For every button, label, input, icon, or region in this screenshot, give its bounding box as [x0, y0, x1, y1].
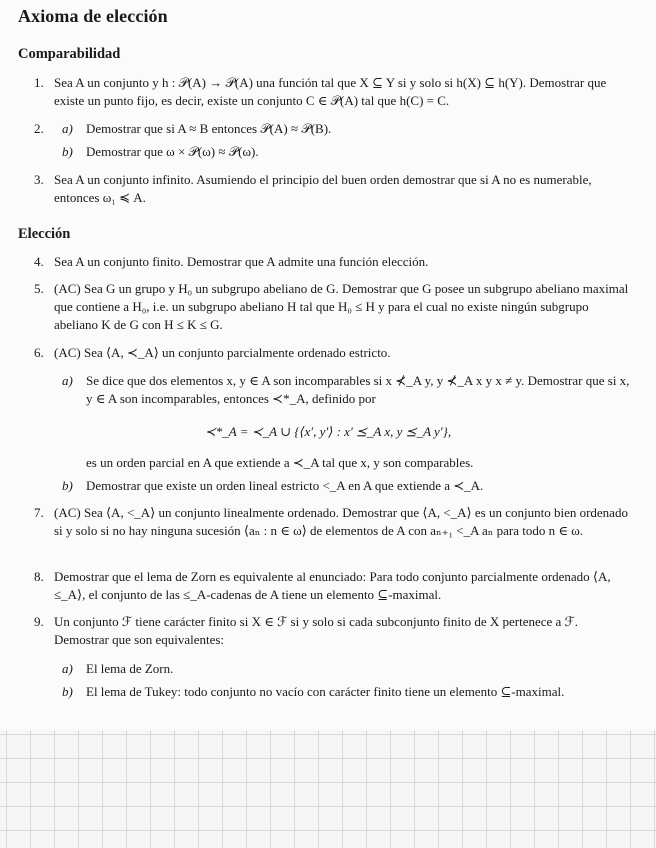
exercise-4	[34, 253, 634, 271]
exercise-2a	[62, 120, 634, 138]
exercise-text: Sea A un conjunto y h : 𝒫(A) → 𝒫(A) una función tal que X ⊆ Y si y solo si h(X) ⊆ h(Y). Demostrar que existe un punto fijo, es decir, existe un conjunto C ∈ 𝒫(A) tal que h(C) = C.	[54, 75, 607, 108]
sub-text: El lema de Zorn.	[86, 661, 174, 676]
sub-label: b)	[62, 478, 73, 493]
exercise-number: 5.	[34, 281, 44, 296]
exercise-5	[34, 280, 634, 334]
exercise-6b	[62, 477, 634, 495]
sub-text: Demostrar que si A ≈ B entonces 𝒫(A) ≈ 𝒫(B).	[86, 121, 332, 136]
exercise-number: 4.	[34, 254, 44, 269]
exercise-text: (AC) Sea ⟨A, ≺_A⟩ un conjunto parcialmente ordenado estricto.	[54, 345, 391, 360]
sub-text: El lema de Tukey: todo conjunto no vacío con carácter finito tiene un elemento ⊆-maximal.	[86, 684, 565, 699]
exercise-6a-continuation: es un orden parcial en A que extiende a ≺_A tal que x, y son comparables.	[86, 455, 474, 470]
exercise-text: Un conjunto ℱ tiene carácter finito si X ∈ ℱ si y solo si cada subconjunto finito de X pertenece a ℱ. Demostrar que son equivalentes:	[54, 614, 579, 647]
exercise-number: 8.	[34, 569, 44, 584]
sub-text: Se dice que dos elementos x, y ∈ A son incomparables si x ⊀_A y, y ⊀_A x y x ≠ y. Demostrar que si x, y ∈ A son incomparables, entonces ≺*_A, definido por	[86, 373, 630, 406]
sub-label: b)	[62, 684, 73, 699]
sub-text: Demostrar que existe un orden lineal estricto <_A en A que extiende a ≺_A.	[86, 478, 484, 493]
section-heading-eleccion: Elección	[18, 226, 71, 242]
sub-label: b)	[62, 144, 73, 159]
formula-extended-order: ≺*_A = ≺_A ∪ {⟨x′, y′⟩ : x′ ⪯_A x, y ⪯_A y′},	[204, 424, 452, 439]
exercise-6	[34, 344, 634, 362]
exercise-2b	[62, 143, 634, 161]
grid-paper-background	[0, 730, 656, 848]
sub-label: a)	[62, 661, 73, 676]
exercise-8	[34, 568, 634, 604]
exercise-number: 7.	[34, 505, 44, 520]
section-heading-comparabilidad: Comparabilidad	[18, 46, 121, 62]
sub-text: Demostrar que ω × 𝒫(ω) ≈ 𝒫(ω).	[86, 144, 259, 159]
exercise-3	[34, 171, 634, 207]
exercise-1	[34, 74, 634, 110]
exercise-text: Sea A un conjunto infinito. Asumiendo el principio del buen orden demostrar que si A no es numerable, entonces ω₁ ≼ A.	[54, 172, 592, 205]
exercise-9b	[62, 683, 634, 701]
exercise-number: 2.	[34, 121, 44, 136]
exercise-7	[34, 504, 634, 540]
exercise-number: 6.	[34, 345, 44, 360]
exercise-text: Demostrar que el lema de Zorn es equivalente al enunciado: Para todo conjunto parcialmente ordenado ⟨A, ≤_A⟩, el conjunto de las ≤_A-cadenas de A tiene un elemento ⊆-maximal.	[54, 569, 611, 602]
exercise-9a	[62, 660, 634, 678]
sub-label: a)	[62, 121, 73, 136]
exercise-number: 9.	[34, 614, 44, 629]
exercise-9	[34, 613, 634, 649]
exercise-text: (AC) Sea G un grupo y H₀ un subgrupo abeliano de G. Demostrar que G posee un subgrupo abeliano maximal que contiene a H₀, i.e. un subgrupo abeliano H tal que H₀ ≤ H y para el cual no existe ningún subgrupo abeliano K de G con H ≤ K ≤ G.	[54, 281, 629, 332]
page-title: Axioma de elección	[18, 6, 168, 26]
exercise-number: 1.	[34, 75, 44, 90]
exercise-text: Sea A un conjunto finito. Demostrar que A admite una función elección.	[54, 254, 429, 269]
exercise-text: (AC) Sea ⟨A, <_A⟩ un conjunto linealmente ordenado. Demostrar que ⟨A, <_A⟩ es un conjunto bien ordenado si y solo si no hay ninguna sucesión ⟨aₙ : n ∈ ω⟩ de elementos de A con aₙ₊₁ <_A aₙ para todo n ∈ ω.	[54, 505, 628, 538]
exercise-number: 3.	[34, 172, 44, 187]
exercise-6a	[62, 372, 634, 408]
sub-label: a)	[62, 373, 73, 388]
